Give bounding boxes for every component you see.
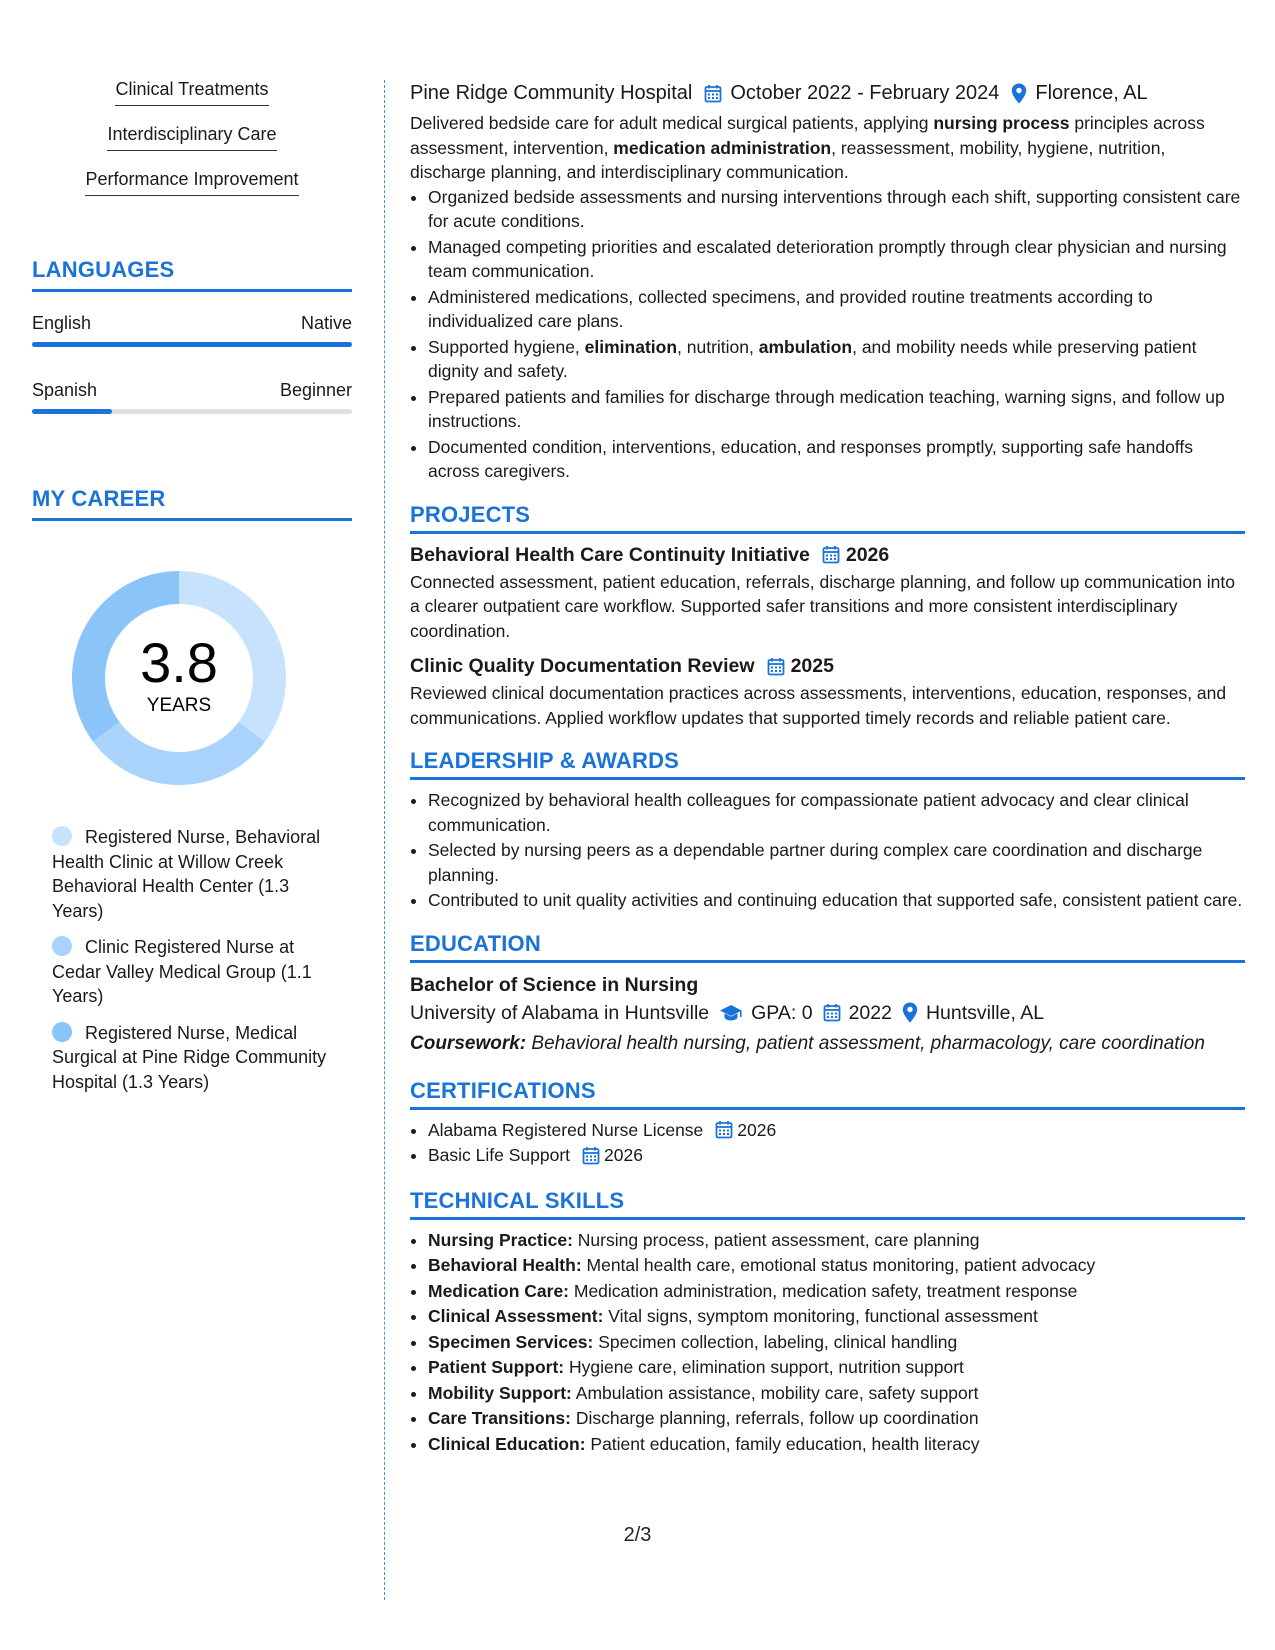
language-name: English (32, 313, 92, 333)
bold-term: Medication Care: (428, 1280, 569, 1301)
text-run: Organized bedside assessments and nursing interventions through each shift, supporting consistent care for acute conditions. (428, 186, 1241, 231)
text-run: Administered medications, collected specimens, and provided routine treatments according to individualized care plans. (428, 286, 1153, 331)
language-level: Beginner (279, 380, 352, 400)
certifications-heading: CERTIFICATIONS (410, 1078, 1245, 1110)
text-run: Managed competing priorities and escalated deterioration promptly through clear physician and nursing team communication. (428, 236, 1227, 281)
coursework-text: Behavioral health nursing, patient assessment, pharmacology, care coordination (526, 1032, 1205, 1054)
job-bullet (428, 185, 1245, 234)
legend-dot (52, 1022, 72, 1042)
certification-item (428, 1118, 1245, 1143)
employer-name: Pine Ridge Community Hospital (410, 82, 693, 104)
languages-section (32, 257, 352, 414)
text-run: Discharge planning, referrals, follow up coordination (570, 1408, 979, 1428)
project-title-row (410, 653, 1245, 679)
graduation-cap-icon (719, 1004, 743, 1022)
skills-list (410, 1228, 1245, 1457)
calendar-icon (823, 1003, 841, 1022)
language-row (32, 379, 352, 401)
career-donut-center (66, 565, 292, 791)
calendar-icon (822, 545, 840, 564)
gpa: GPA: 0 (751, 1001, 813, 1024)
leadership-heading: LEADERSHIP & AWARDS (410, 748, 1245, 780)
skill-item (428, 1228, 1245, 1253)
language-name: Spanish (32, 380, 98, 400)
strength-item: Clinical Treatments (115, 78, 268, 106)
skill-item (428, 1406, 1245, 1431)
career-legend-item (32, 935, 332, 1009)
skills-heading: TECHNICAL SKILLS (410, 1188, 1245, 1220)
career-total: 3.8 (140, 631, 218, 694)
bold-term: medication administration (613, 137, 832, 158)
career-heading: MY CAREER (32, 486, 352, 521)
bold-term: Care Transitions: (428, 1408, 571, 1428)
project-year: 2025 (790, 655, 834, 677)
leadership-list (410, 788, 1245, 913)
location-pin-icon (1011, 83, 1027, 104)
language-bar-fill (32, 342, 352, 347)
calendar-icon (715, 1120, 733, 1139)
bold-term: Patient Support: (428, 1357, 565, 1377)
text-run: Hygiene care, elimination support, nutrition support (564, 1357, 964, 1377)
projects-heading: PROJECTS (410, 502, 1245, 534)
degree: Bachelor of Science in Nursing (410, 973, 699, 996)
leadership-item: • Contributed to unit quality activities and continuing education that supported safe, consistent patient care. (428, 888, 1245, 913)
leadership-item: • Selected by nursing peers as a dependable partner during complex care coordination and discharge planning. (428, 838, 1245, 887)
text-run: Medication administration, medication safety, treatment response (569, 1280, 1078, 1301)
career-legend (32, 825, 352, 1094)
location-pin-icon (902, 1002, 918, 1023)
school-location: Huntsville, AL (925, 1001, 1045, 1024)
language-row (32, 312, 352, 334)
career-legend-label: Registered Nurse, Behavioral Health Clinic at Willow Creek Behavioral Health Center (1.3 Years) (52, 827, 321, 921)
sidebar (32, 78, 352, 1106)
legend-dot (52, 826, 72, 846)
calendar-icon (582, 1146, 600, 1165)
education-details (410, 999, 1245, 1027)
project-title-row (410, 542, 1245, 568)
career-donut (66, 565, 292, 791)
legend-dot (52, 936, 72, 956)
career-legend-item (32, 825, 332, 923)
job-bullets (410, 185, 1245, 484)
page-number: 2/3 (623, 1524, 652, 1546)
career-legend-label: Registered Nurse, Medical Surgical at Pine Ridge Community Hospital (1.3 Years) (52, 1022, 327, 1092)
bold-term: Behavioral Health: (428, 1255, 582, 1275)
job-bullet (428, 285, 1245, 334)
coursework-label: Coursework: (410, 1032, 527, 1054)
project-description: Reviewed clinical documentation practices across assessments, interventions, education, responses, and communications. Applied workflow updates that supported timely records and reliable patient care. (410, 683, 1227, 728)
project-title: Behavioral Health Care Continuity Initiative (410, 543, 810, 566)
strengths-list (32, 78, 352, 213)
job-dates: October 2022 - February 2024 (730, 82, 1000, 104)
job-summary (410, 111, 1245, 185)
job-bullet (428, 385, 1245, 434)
text-run: , reassessment, mobility, hygiene, nutrition, discharge planning, and interdisciplinary communication. (410, 137, 1166, 182)
job-bullet (428, 435, 1245, 484)
job-bullet (428, 235, 1245, 284)
project-title: Clinic Quality Documentation Review (410, 655, 755, 677)
languages-heading: LANGUAGES (32, 257, 352, 292)
text-run: Mental health care, emotional status monitoring, patient advocacy (581, 1255, 1096, 1275)
language-level: Native (300, 313, 352, 333)
job-bullet (428, 335, 1245, 384)
certifications-list (410, 1118, 1245, 1168)
job-location: Florence, AL (1035, 82, 1148, 104)
strength-item: Performance Improvement (85, 168, 298, 196)
text-run: Ambulation assistance, mobility care, safety support (571, 1382, 979, 1403)
graduation-year: 2022 (848, 1001, 892, 1024)
skill-item (428, 1304, 1245, 1329)
certification-item (428, 1143, 1245, 1168)
skill-item (428, 1253, 1245, 1278)
text-run: Prepared patients and families for discharge through medication teaching, warning signs, and follow up instructions. (428, 386, 1225, 431)
skill-item (428, 1279, 1245, 1304)
certification-year: 2026 (604, 1145, 643, 1165)
column-divider (384, 80, 385, 1600)
skill-item (428, 1432, 1245, 1457)
certification-name: • Alabama Registered Nurse License (428, 1119, 704, 1140)
text-run: , nutrition, (677, 336, 759, 357)
bold-term: Nursing Practice: (428, 1229, 573, 1250)
school-name: University of Alabama in Huntsville (410, 1001, 710, 1024)
text-run: , and mobility needs while preserving patient dignity and safety. (428, 336, 1197, 381)
bold-term: elimination (584, 336, 678, 357)
text-run: Documented condition, interventions, education, and responses promptly, supporting safe handoffs across caregivers. (428, 436, 1193, 481)
project-year: 2026 (845, 543, 890, 566)
coursework (410, 1031, 1245, 1056)
project-item (410, 653, 1245, 730)
bold-term: Clinical Education: (428, 1433, 586, 1454)
text-run: Nursing process, patient assessment, care planning (572, 1229, 980, 1250)
bold-term: nursing process (933, 113, 1070, 133)
strength-item: Interdisciplinary Care (107, 123, 276, 151)
bold-term: Clinical Assessment: (428, 1306, 604, 1326)
text-run: Supported hygiene, (428, 336, 585, 357)
text-run: Vital signs, symptom monitoring, functional assessment (603, 1306, 1038, 1326)
language-bar (32, 409, 352, 414)
main-column (410, 80, 1245, 1457)
calendar-icon (704, 84, 722, 103)
career-unit: YEARS (146, 695, 212, 716)
calendar-icon (767, 657, 785, 676)
skill-item (428, 1330, 1245, 1355)
education-heading: EDUCATION (410, 931, 1245, 963)
text-run: Delivered bedside care for adult medical surgical patients, applying (410, 113, 934, 133)
bold-term: Mobility Support: (428, 1382, 572, 1403)
career-legend-item (32, 1021, 332, 1095)
language-bar (32, 342, 352, 347)
text-run: principles across assessment, intervention, (410, 113, 1205, 158)
language-bar-fill (32, 409, 112, 414)
skill-item (428, 1381, 1245, 1406)
certification-year: 2026 (737, 1119, 777, 1140)
skill-item (428, 1355, 1245, 1380)
bold-term: Specimen Services: (428, 1331, 594, 1352)
job-header (410, 80, 1245, 106)
bold-term: ambulation (758, 336, 853, 357)
certification-name: • Basic Life Support (428, 1145, 571, 1165)
leadership-item: • Recognized by behavioral health colleagues for compassionate patient advocacy and clear clinical communication. (428, 788, 1245, 837)
project-item (410, 542, 1245, 644)
text-run: Patient education, family education, health literacy (585, 1433, 980, 1454)
project-description: Connected assessment, patient education, referrals, discharge planning, and follow up communication into a clearer outpatient care workflow. Supported safer transitions and more consistent interdisciplinary coordination. (410, 571, 1235, 641)
career-legend-label: Clinic Registered Nurse at Cedar Valley Medical Group (1.1 Years) (52, 937, 312, 1006)
text-run: Specimen collection, labeling, clinical handling (593, 1331, 958, 1352)
career-section (32, 486, 352, 1094)
